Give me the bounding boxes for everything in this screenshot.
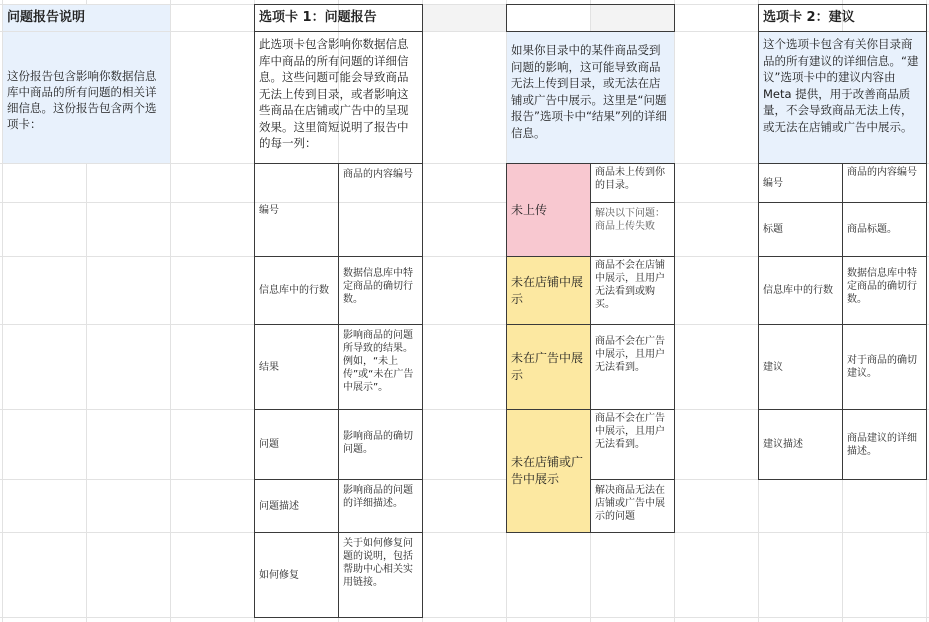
result-fix-link[interactable] [591,203,674,256]
tab2-row-desc[interactable] [843,203,926,256]
result-desc[interactable] [591,257,674,324]
result-desc-text: 商品不会在店铺中展示，且用户无法看到或购买。 [595,260,665,310]
tab1-row-label[interactable] [255,325,339,409]
tab2-label-title: 标题 [763,224,783,235]
result-label-text: 未在广告中展示 [511,351,584,382]
result-label-text: 未在店铺中展示 [511,274,584,306]
tab2-desc-rows: 数据信息库中特定商品的确切行数。 [847,268,917,305]
result-label-not-uploaded[interactable] [507,164,590,256]
empty-header-cell[interactable] [171,5,254,31]
tab1-row-label[interactable] [255,164,339,256]
tab1-desc-result: 影响商品的问题所导致的结果。例如，“未上传”或“未在广告中展示”。 [343,330,414,393]
tab1-label-issue: 问题 [259,439,279,450]
tab1-label-fix: 如何修复 [259,569,299,581]
result-fix-link[interactable] [591,480,674,532]
tab2-row-label[interactable] [759,164,842,202]
result-desc-text: 商品未上传到你的目录。 [595,167,665,191]
tab2-body[interactable]: 这个选项卡包含有关你目录商品的所有建议的详细信息。“建议”选项卡中的建议内容由 Meta 提供，用于改善商品质量，不会导致商品无法上传，或无法在店铺或广告中展示。 [759,32,926,163]
tab1-label-result: 结果 [259,361,279,373]
result-label-not-in-shop[interactable] [507,257,590,324]
empty-header-cell[interactable] [423,5,506,31]
tab1-label-id: 编号 [259,204,279,216]
tab2-label-suggestion: 建议 [763,361,783,373]
tab1-desc-issue-desc: 影响商品的问题的详细描述。 [343,485,413,509]
tab1-row-desc[interactable] [339,164,422,256]
result-desc[interactable] [591,410,674,479]
tab1-row-label[interactable] [255,410,339,479]
results-body[interactable]: 如果你目录中的某件商品受到问题的影响，这可能导致商品无法上传到目录，或无法在店铺或广告中展示。这里是“问题报告”选项卡中“结果”列的详细信息。 [507,32,674,163]
tab1-row-label[interactable] [255,257,339,324]
tab2-row-label[interactable] [759,203,842,256]
tab1-row-desc[interactable] [339,257,422,324]
tab2-row-label[interactable] [759,325,842,409]
tab1-row-desc[interactable] [339,325,422,409]
result-desc-text: 商品不会在广告中展示，且用户无法看到。 [595,336,665,373]
tab2-label-id: 编号 [763,177,783,189]
tab2-row-desc[interactable] [843,410,926,479]
tab2-row-label[interactable] [759,257,842,324]
tab1-label-issue-desc: 问题描述 [259,500,299,512]
result-label-not-in-shop-or-ads[interactable] [507,410,590,532]
result-fix-text: 解决以下问题：商品上传失败 [595,208,665,232]
tab2-row-desc[interactable] [843,164,926,202]
tab1-body[interactable]: 此选项卡包含影响你数据信息库中商品的所有问题的详细信息。这些问题可能会导致商品无法上传到目录，或者影响这些商品在店铺或广告中的呈现效果。这里简短说明了报告中的每一列： [259,37,409,150]
result-fix-text: 解决商品无法在店铺或广告中展示的问题 [595,485,665,522]
tab2-row-desc[interactable] [843,257,926,324]
tab1-row-desc[interactable] [339,410,422,479]
tab1-title[interactable]: 选项卡 1：问题报告 [259,10,377,25]
tab1-desc-fix: 关于如何修复问题的说明，包括帮助中心相关实用链接。 [343,538,413,588]
tab1-desc-rows: 数据信息库中特定商品的确切行数。 [343,268,413,305]
tab1-desc-id: 商品的内容编号 [343,169,413,180]
tab2-label-rows: 信息库中的行数 [763,285,833,296]
tab2-row-desc[interactable] [843,325,926,409]
result-desc[interactable] [591,164,674,202]
tab2-desc-suggestion: 对于商品的确切建议。 [847,355,917,379]
tab2-desc-title: 商品标题。 [847,224,897,235]
intro-body-cell[interactable] [3,32,170,163]
result-desc-text: 商品不会在广告中展示，且用户无法看到。 [595,413,665,450]
tab2-row-label[interactable] [759,410,842,479]
tab2-label-suggestion-desc: 建议描述 [763,439,803,450]
tab1-row-desc[interactable] [339,480,422,532]
result-label-text: 未在店铺或广告中展示 [511,455,584,486]
tab2-desc-suggestion-desc: 商品建议的详细描述。 [847,432,917,457]
tab1-label-rows: 信息库中的行数 [259,285,329,296]
tab2-desc-id: 商品的内容编号 [847,167,917,178]
tab1-row-desc[interactable] [339,533,422,617]
tab2-title[interactable]: 选项卡 2：建议 [763,10,855,25]
tab1-desc-issue: 影响商品的确切问题。 [343,431,413,455]
tab1-row-label[interactable] [255,480,339,532]
intro-body: 这份报告包含影响你数据信息库中商品的所有问题的相关详细信息。这份报告包含两个选项卡： [7,68,157,131]
empty-header-cell[interactable] [591,5,674,31]
intro-title[interactable]: 问题报告说明 [3,5,170,31]
result-label-not-in-ads[interactable] [507,325,590,409]
tab1-row-label[interactable] [255,533,339,617]
result-desc[interactable] [591,325,674,409]
result-label-text: 未上传 [511,202,548,217]
